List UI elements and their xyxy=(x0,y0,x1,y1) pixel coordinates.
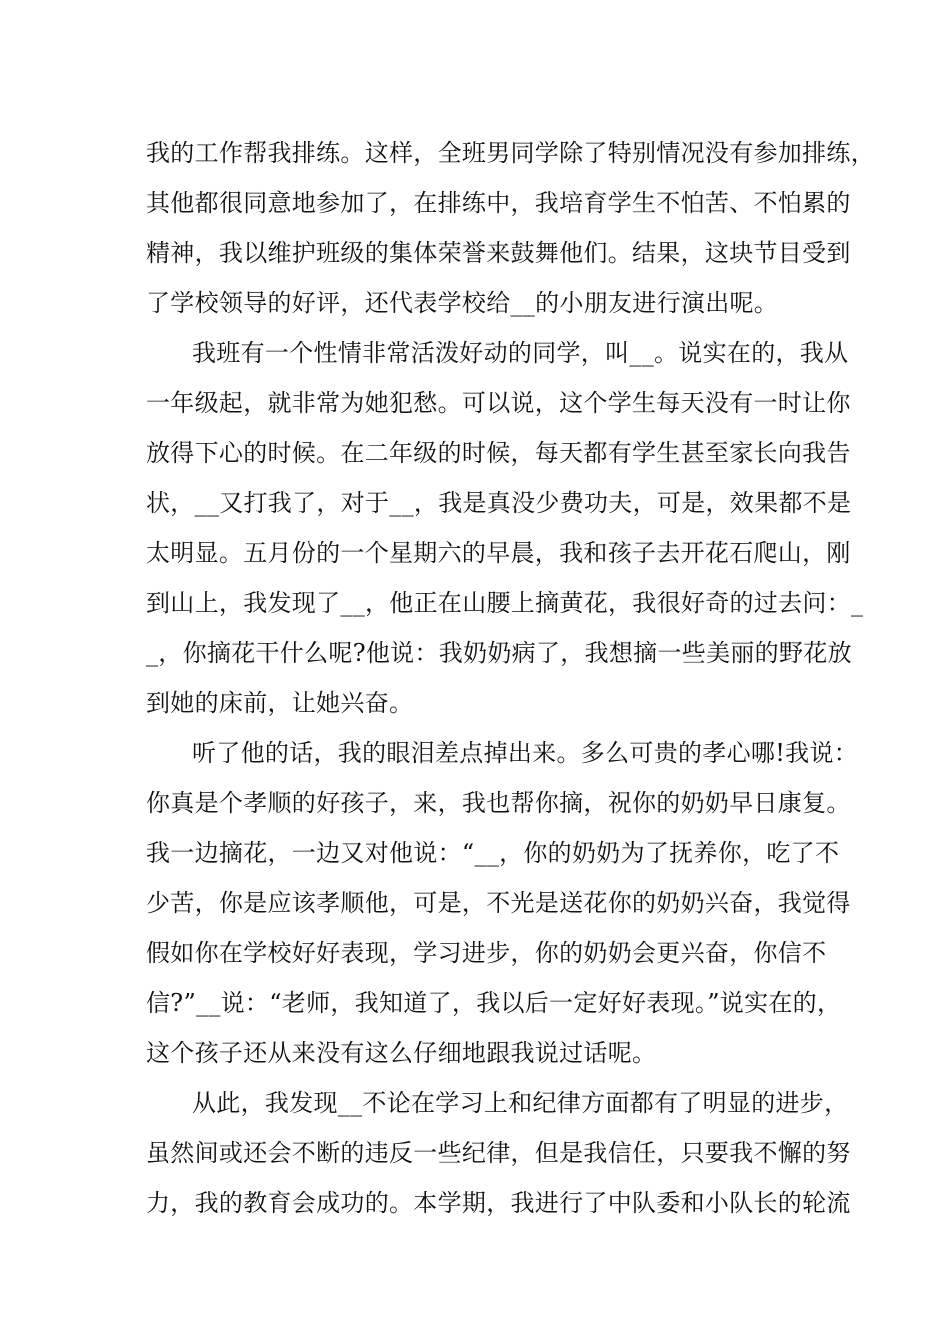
text-line: 了学校领导的好评，还代表学校给__的小朋友进行演出呢。 xyxy=(146,289,779,317)
text-line: 到山上，我发现了__，他正在山腰上摘黄花，我很好奇的过去问：_ xyxy=(146,589,864,617)
text-line: 其他都很同意地参加了，在排练中，我培育学生不怕苦、不怕累的 xyxy=(146,189,851,217)
text-line: _，你摘花干什么呢?他说：我奶奶病了，我想摘一些美丽的野花放 xyxy=(146,639,852,667)
text-line: 信?”__说：“老师，我知道了，我以后一定好好表现。”说实在的， xyxy=(146,989,842,1017)
text-line: 虽然间或还会不断的违反一些纪律，但是我信任，只要我不懈的努 xyxy=(146,1139,851,1167)
text-line: 精神，我以维护班级的集体荣誉来鼓舞他们。结果，这块节目受到 xyxy=(146,239,851,267)
text-line: 放得下心的时候。在二年级的时候，每天都有学生甚至家长向我告 xyxy=(146,439,851,467)
text-line: 你真是个孝顺的好孩子，来，我也帮你摘，祝你的奶奶早日康复。 xyxy=(146,789,851,817)
paragraph-first-line: 听了他的话，我的眼泪差点掉出来。多么可贵的孝心哪!我说： xyxy=(192,739,859,767)
paragraph-first-line: 从此，我发现__不论在学习上和纪律方面都有了明显的进步， xyxy=(192,1089,849,1117)
paragraph-first-line: 我班有一个性情非常活泼好动的同学，叫__。说实在的，我从 xyxy=(192,339,849,367)
text-line: 假如你在学校好好表现，学习进步，你的奶奶会更兴奋，你信不 xyxy=(146,939,827,967)
text-line: 力，我的教育会成功的。本学期，我进行了中队委和小队长的轮流 xyxy=(146,1189,851,1217)
text-line: 状，__又打我了，对于__，我是真没少费功夫，可是，效果都不是 xyxy=(146,489,852,517)
text-line: 到她的床前，让她兴奋。 xyxy=(146,689,414,717)
text-line: 我的工作帮我排练。这样，全班男同学除了特别情况没有参加排练， xyxy=(146,139,875,167)
text-line: 这个孩子还从来没有这么仔细地跟我说过话呢。 xyxy=(146,1039,657,1067)
text-line: 我一边摘花，一边又对他说：“__，你的奶奶为了抚养你，吃了不 xyxy=(146,839,840,867)
body-text xyxy=(146,128,875,1228)
text-line: 一年级起，就非常为她犯愁。可以说，这个学生每天没有一时让你 xyxy=(146,389,851,417)
text-line: 少苦，你是应该孝顺他，可是，不光是送花你的奶奶兴奋，我觉得 xyxy=(146,889,851,917)
text-line: 太明显。五月份的一个星期六的早晨，我和孩子去开花石爬山，刚 xyxy=(146,539,851,567)
